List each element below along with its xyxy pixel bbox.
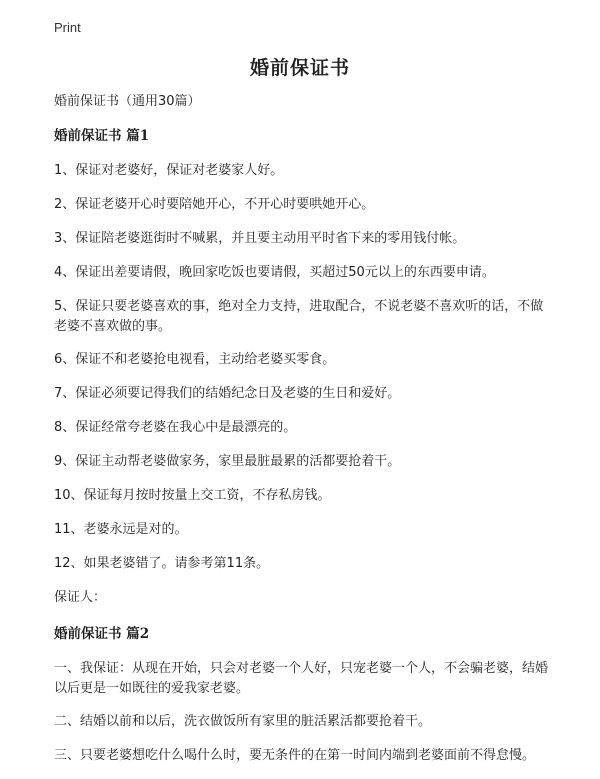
section-heading-1: 婚前保证书 篇1 <box>54 128 150 144</box>
list-item: 二、结婚以前和以后，洗衣做饭所有家里的脏活累活都要抢着干。 <box>54 714 432 729</box>
list-item: 10、保证每月按时按量上交工资，不存私房钱。 <box>54 488 331 503</box>
page-title: 婚前保证书 <box>249 57 350 79</box>
list-item: 1、保证对老婆好，保证对老婆家人好。 <box>54 163 284 178</box>
list-item: 8、保证经常夸老婆在我心中是最漂亮的。 <box>54 420 297 435</box>
print-label[interactable]: Print <box>54 20 81 35</box>
document-body <box>54 92 554 779</box>
guarantor-label: 保证人： <box>54 590 107 605</box>
list-item: 9、保证主动帮老婆做家务，家里最脏最累的活都要抢着干。 <box>54 454 401 469</box>
list-item: 一、我保证：从现在开始，只会对老婆一个人好，只宠老婆一个人，不会骗老婆，结婚以后更是一如既往的爱我家老婆。 <box>54 661 549 696</box>
list-item: 3、保证陪老婆逛街时不喊累，并且要主动用平时省下来的零用钱付帐。 <box>54 231 466 246</box>
list-item: 2、保证老婆开心时要陪她开心，不开心时要哄她开心。 <box>54 197 375 212</box>
list-item: 三、只要老婆想吃什么喝什么时，要无条件的在第一时间内端到老婆面前不得怠慢。 <box>54 748 536 763</box>
document-subtitle: 婚前保证书（通用30篇） <box>54 94 201 109</box>
list-item: 12、如果老婆错了。请参考第11条。 <box>54 556 270 571</box>
section-heading-2: 婚前保证书 篇2 <box>54 626 150 642</box>
list-item: 11、老婆永远是对的。 <box>54 522 188 537</box>
list-item: 6、保证不和老婆抢电视看，主动给老婆买零食。 <box>54 352 336 367</box>
list-item: 5、保证只要老婆喜欢的事，绝对全力支持，进取配合，不说老婆不喜欢听的话，不做老婆不喜欢做的事。 <box>54 299 544 334</box>
list-item: 7、保证必须要记得我们的结婚纪念日及老婆的生日和爱好。 <box>54 386 401 401</box>
list-item: 4、保证出差要请假，晚回家吃饭也要请假，买超过50元以上的东西要申请。 <box>54 265 495 280</box>
